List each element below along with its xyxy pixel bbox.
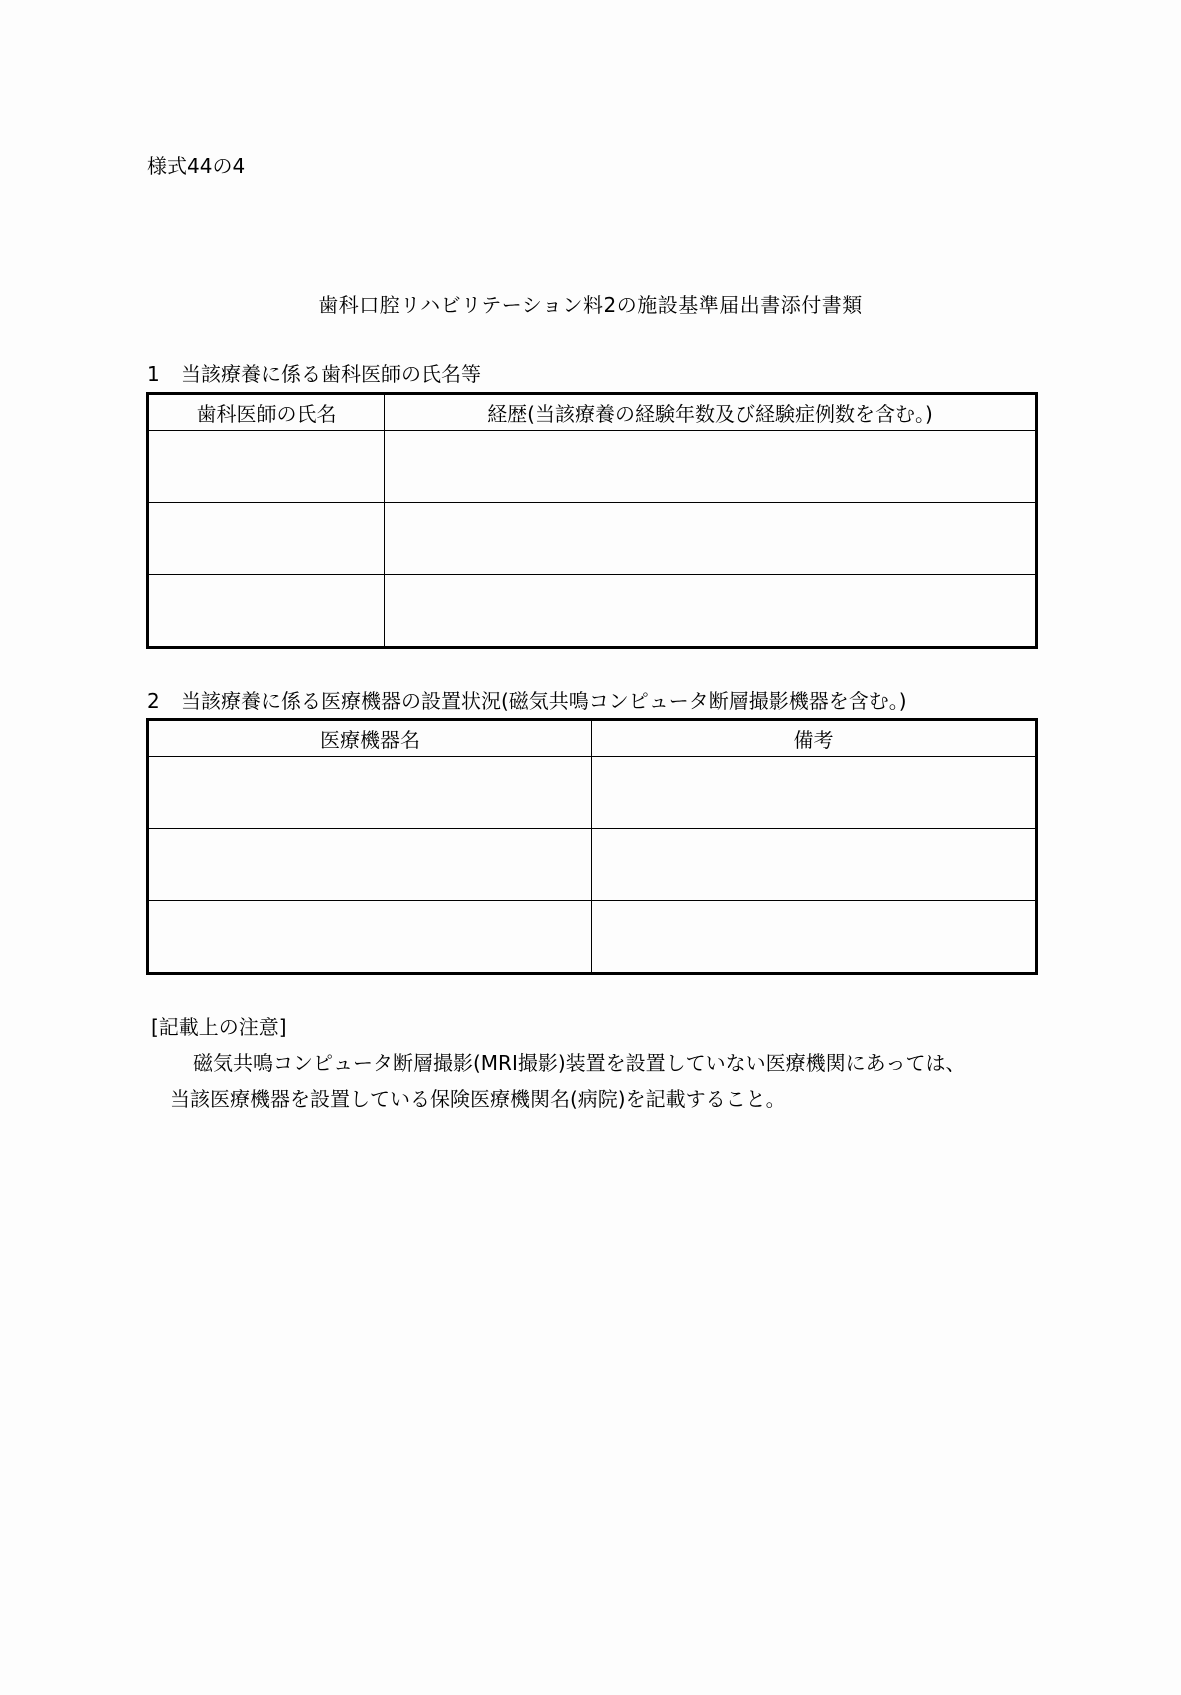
career-cell[interactable] (385, 431, 1037, 503)
notes-heading: [記載上の注意] (151, 1015, 287, 1039)
column-header-dentist-name: 歯科医師の氏名 (148, 394, 385, 431)
table-row (148, 431, 1037, 503)
section-1-heading (147, 361, 481, 387)
dentist-name-cell[interactable] (148, 431, 385, 503)
dentist-name-cell[interactable] (148, 503, 385, 575)
remarks-cell[interactable] (592, 757, 1037, 829)
section-number: 2 (147, 689, 160, 713)
equipment-name-cell[interactable] (148, 829, 592, 901)
table-row (148, 575, 1037, 648)
remarks-cell[interactable] (592, 901, 1037, 974)
section-2-heading (147, 688, 907, 714)
notes-text-line: 当該医療機器を設置している保険医療機関名(病院)を記載すること。 (170, 1087, 786, 1111)
equipment-name-cell[interactable] (148, 757, 592, 829)
table-row (148, 829, 1037, 901)
document-title: 歯科口腔リハビリテーション料2の施設基準届出書添付書類 (318, 293, 863, 317)
equipment-table (146, 718, 1038, 975)
notes-text-line: 磁気共鳴コンピュータ断層撮影(MRI撮影)装置を設置していない医療機関にあっては、 (193, 1051, 966, 1075)
section-title: 当該療養に係る医療機器の設置状況(磁気共鳴コンピュータ断層撮影機器を含む。) (181, 689, 907, 713)
column-header-remarks: 備考 (592, 720, 1037, 757)
table-row (148, 503, 1037, 575)
table-header-row (148, 720, 1037, 757)
table-row (148, 901, 1037, 974)
section-number: 1 (147, 362, 160, 386)
career-cell[interactable] (385, 503, 1037, 575)
table-row (148, 757, 1037, 829)
career-cell[interactable] (385, 575, 1037, 648)
table-header-row (148, 394, 1037, 431)
dentist-table (146, 392, 1038, 649)
column-header-equipment-name: 医療機器名 (148, 720, 592, 757)
remarks-cell[interactable] (592, 829, 1037, 901)
equipment-name-cell[interactable] (148, 901, 592, 974)
dentist-name-cell[interactable] (148, 575, 385, 648)
column-header-career: 経歴(当該療養の経験年数及び経験症例数を含む。) (385, 394, 1037, 431)
form-number: 様式44の4 (147, 154, 246, 178)
section-title: 当該療養に係る歯科医師の氏名等 (181, 362, 481, 386)
